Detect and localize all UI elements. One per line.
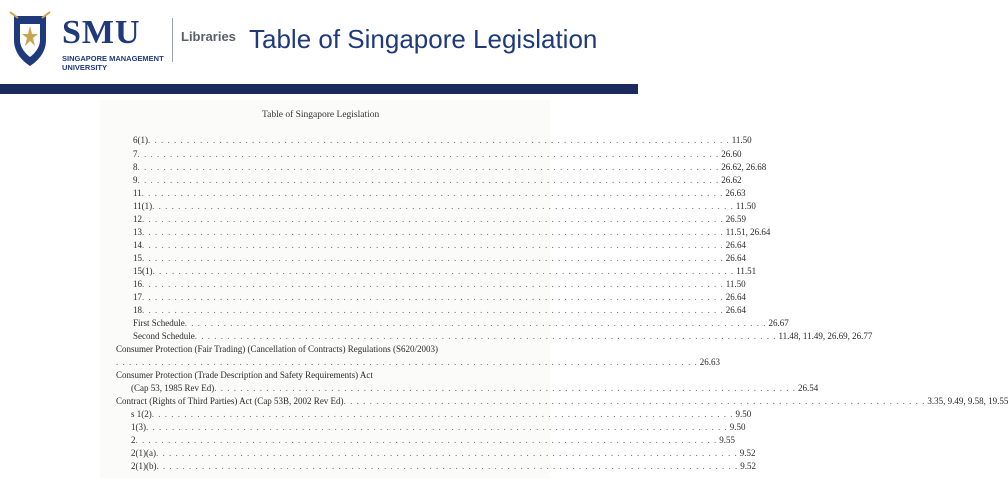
entry-reference: 26.62, 26.68 <box>721 162 767 172</box>
slide-title: Table of Singapore Legislation <box>249 24 598 54</box>
entry-label: (Cap 53, 1985 Rev Ed) <box>131 383 215 393</box>
legislation-entry <box>131 446 756 458</box>
entry-label: 17 <box>133 292 142 302</box>
legislation-entry <box>133 316 789 328</box>
leader-dots: . . . . . . . . . . . . . . . . . . . . . . . . . . . . . . . . . . . . . . . . . . . . . . . . . . . . . . . . . . . . . . . . . . . . . . . . . . . . . . . . . . . . . . . . . . <box>146 422 728 432</box>
legislation-entry <box>116 368 511 380</box>
entry-label: 6(1) <box>133 135 148 145</box>
legislation-entry <box>133 329 873 341</box>
leader-dots: . . . . . . . . . . . . . . . . . . . . . . . . . . . . . . . . . . . . . . . . . . . . . . . . . . . . . . . . . . . . . . . . . . . . . . . . . . . . . . . . . . . . . . . . . . <box>194 331 777 341</box>
scanned-page-title: Table of Singapore Legislation <box>262 110 380 120</box>
entry-label: Contract (Rights of Third Parties) Act (Cap 53B, 2002 Rev Ed) <box>116 396 344 406</box>
leader-dots: . . . . . . . . . . . . . . . . . . . . . . . . . . . . . . . . . . . . . . . . . . . . . . . . . . . . . . . . . . . . . . . . . . . . . . . . . . . . . . . . . . . . . . . . . . <box>137 162 720 172</box>
legislation-entry <box>131 459 756 471</box>
legislation-entry <box>133 133 752 145</box>
leader-dots: . . . . . . . . . . . . . . . . . . . . . . . . . . . . . . . . . . . . . . . . . . . . . . . . . . . . . . . . . . . . . . . . . . . . . . . . . . . . . . . . . . . . . . . . . . <box>135 435 718 445</box>
logo-wordmark: SMU <box>62 14 141 51</box>
legislation-entry <box>133 225 771 237</box>
legislation-entry <box>133 186 746 198</box>
legislation-entry <box>131 433 735 445</box>
legislation-entry <box>116 355 720 367</box>
leader-dots: . . . . . . . . . . . . . . . . . . . . . . . . . . . . . . . . . . . . . . . . . . . . . . . . . . . . . . . . . . . . . . . . . . . . . . . . . . . . . . . . . . . . . . . . . . <box>156 461 739 471</box>
entry-label: 1(3) <box>131 422 146 432</box>
leader-dots: . . . . . . . . . . . . . . . . . . . . . . . . . . . . . . . . . . . . . . . . . . . . . . . . . . . . . . . . . . . . . . . . . . . . . . . . . . . . . . . . . . . . . . . . . . <box>152 266 735 276</box>
entry-reference: 11.50 <box>735 201 756 211</box>
legislation-entry <box>133 173 742 185</box>
entry-reference: 9.52 <box>739 448 756 458</box>
entry-reference: 9.52 <box>740 461 756 471</box>
entry-label: 15(1) <box>133 266 153 276</box>
leader-dots: . . . . . . . . . . . . . . . . . . . . . . . . . . . . . . . . . . . . . . . . . . . . . . . . . . . . . . . . . . . . . . . . . . . . . . . . . . . . . . . . . . . . . . . . . . <box>137 175 720 185</box>
entry-reference: 26.59 <box>725 214 746 224</box>
leader-dots: . . . . . . . . . . . . . . . . . . . . . . . . . . . . . . . . . . . . . . . . . . . . . . . . . . . . . . . . . . . . . . . . . . . . . . . . . . . . . . . . . . . . . . . . . . <box>184 318 767 328</box>
entry-label: 9 <box>133 175 138 185</box>
entry-reference: 9.55 <box>719 435 735 445</box>
entry-label: 11(1) <box>133 201 153 211</box>
entry-reference: 3.35, 9.49, 9.58, 19.55 <box>927 396 1008 406</box>
leader-dots: . . . . . . . . . . . . . . . . . . . . . . . . . . . . . . . . . . . . . . . . . . . . . . . . . . . . . . . . . . . . . . . . . . . . . . . . . . . . . . . . . . . . . . . . . . <box>142 227 724 237</box>
leader-dots: . . . . . . . . . . . . . . . . . . . . . . . . . . . . . . . . . . . . . . . . . . . . . . . . . . . . . . . . . . . . . . . . . . . . . . . . . . . . . . . . . . . . . . . . . . <box>155 448 738 458</box>
legislation-entry <box>116 394 1008 406</box>
leader-dots: . . . . . . . . . . . . . . . . . . . . . . . . . . . . . . . . . . . . . . . . . . . . . . . . . . . . . . . . . . . . . . . . . . . . . . . . . . . . . . . . . . . . . . . . . . <box>142 305 724 315</box>
leader-dots: . . . . . . . . . . . . . . . . . . . . . . . . . . . . . . . . . . . . . . . . . . . . . . . . . . . . . . . . . . . . . . . . . . . . . . . . . . . . . . . . . . . . . . . . . . <box>151 409 734 419</box>
entry-reference: 26.63 <box>725 188 746 198</box>
entry-reference: 26.64 <box>725 305 746 315</box>
leader-dots: . . . . . . . . . . . . . . . . . . . . . . . . . . . . . . . . . . . . . . . . . . . . . . . . . . . . . . . . . . . . . . . . . . . . . . . . . . . . . . . . . . . . . . . . . . <box>142 279 724 289</box>
entry-label: 11 <box>133 188 142 198</box>
entry-label: 7 <box>133 149 138 159</box>
entry-reference: 11.51 <box>736 266 757 276</box>
entry-label: 2 <box>131 435 136 445</box>
legislation-entry <box>133 303 746 315</box>
entry-label: First Schedule <box>133 318 185 328</box>
legislation-entry <box>133 251 746 263</box>
leader-dots: . . . . . . . . . . . . . . . . . . . . . . . . . . . . . . . . . . . . . . . . . . . . . . . . . . . . . . . . . . . . . . . . . . . . . . . . . . . . . . . . . . . . . . . . . . <box>116 357 698 367</box>
entry-reference: 11.50 <box>725 279 746 289</box>
entry-label: 2(1)(b) <box>131 461 157 471</box>
entry-reference: 11.51, 26.64 <box>725 227 771 237</box>
entry-label: 12 <box>133 214 142 224</box>
entry-reference: 9.50 <box>735 409 752 419</box>
entry-label: Second Schedule <box>133 331 195 341</box>
legislation-entry <box>131 420 746 432</box>
entry-reference: 26.63 <box>699 357 720 367</box>
legislation-entry <box>131 381 819 393</box>
entry-reference: 26.54 <box>798 383 819 393</box>
legislation-entry <box>133 264 757 276</box>
entry-reference: 11.50 <box>731 135 752 145</box>
legislation-entry <box>133 160 767 172</box>
leader-dots: . . . . . . . . . . . . . . . . . . . . . . . . . . . . . . . . . . . . . . . . . . . . . . . . . . . . . . . . . . . . . . . . . . . . . . . . . . . . . . . . . . . . . . . . . . <box>137 149 720 159</box>
leader-dots: . . . . . . . . . . . . . . . . . . . . . . . . . . . . . . . . . . . . . . . . . . . . . . . . . . . . . . . . . . . . . . . . . . . . . . . . . . . . . . . . . . . . . . . . . . <box>142 292 724 302</box>
entry-reference: 26.64 <box>725 253 746 263</box>
entry-label: Consumer Protection (Fair Trading) (Cancellation of Contracts) Regulations (S620/2003) <box>116 344 438 354</box>
legislation-entry <box>133 277 746 289</box>
leader-dots: . . . . . . . . . . . . . . . . . . . . . . . . . . . . . . . . . . . . . . . . . . . . . . . . . . . . . . . . . . . . . . . . . . . . . . . . . . . . . . . . . . . . . . . . . . <box>142 253 724 263</box>
leader-dots: . . . . . . . . . . . . . . . . . . . . . . . . . . . . . . . . . . . . . . . . . . . . . . . . . . . . . . . . . . . . . . . . . . . . . . . . . . . . . . . . . . . . . . . . . . <box>214 383 796 393</box>
entry-label: 2(1)(a) <box>131 448 156 458</box>
entry-reference: 26.67 <box>768 318 789 328</box>
leader-dots: . . . . . . . . . . . . . . . . . . . . . . . . . . . . . . . . . . . . . . . . . . . . . . . . . . . . . . . . . . . . . . . . . . . . . . . . . . . . . . . . . . . . . . . . . . <box>142 240 724 250</box>
entry-reference: 11.48, 11.49, 26.69, 26.77 <box>778 331 873 341</box>
legislation-entry <box>133 290 746 302</box>
entry-reference: 26.62 <box>721 175 742 185</box>
legislation-entry <box>133 199 756 211</box>
logo-subtitle: SINGAPORE MANAGEMENT UNIVERSITY <box>62 54 164 72</box>
leader-dots: . . . . . . . . . . . . . . . . . . . . . . . . . . . . . . . . . . . . . . . . . . . . . . . . . . . . . . . . . . . . . . . . . . . . . . . . . . . . . . . . . . . . . . . . . . <box>148 135 730 145</box>
entry-label: 13 <box>133 227 142 237</box>
entry-reference: 26.60 <box>721 149 742 159</box>
entry-label: s 1(2) <box>131 409 152 419</box>
entry-label: 15 <box>133 253 142 263</box>
leader-dots: . . . . . . . . . . . . . . . . . . . . . . . . . . . . . . . . . . . . . . . . . . . . . . . . . . . . . . . . . . . . . . . . . . . . . . . . . . . . . . . . . . . . . . . . . . <box>141 188 724 198</box>
legislation-entry <box>116 342 511 354</box>
entry-label: 14 <box>133 240 142 250</box>
legislation-entry <box>131 407 752 419</box>
legislation-entry <box>133 238 746 250</box>
entry-reference: 9.50 <box>729 422 746 432</box>
leader-dots: . . . . . . . . . . . . . . . . . . . . . . . . . . . . . . . . . . . . . . . . . . . . . . . . . . . . . . . . . . . . . . . . . . . . . . . . . . . . . . . . . . . . . . . . . . <box>152 201 734 211</box>
legislation-entry <box>133 147 742 159</box>
leader-dots: . . . . . . . . . . . . . . . . . . . . . . . . . . . . . . . . . . . . . . . . . . . . . . . . . . . . . . . . . . . . . . . . . . . . . . . . . . . . . . . . . . . . . . . . . . <box>343 396 926 406</box>
entry-reference: 26.64 <box>725 240 746 250</box>
leader-dots: . . . . . . . . . . . . . . . . . . . . . . . . . . . . . . . . . . . . . . . . . . . . . . . . . . . . . . . . . . . . . . . . . . . . . . . . . . . . . . . . . . . . . . . . . . <box>142 214 724 224</box>
entry-reference: 26.64 <box>725 292 746 302</box>
entry-label: 18 <box>133 305 142 315</box>
legislation-entry <box>133 212 746 224</box>
entry-label: 8 <box>133 162 138 172</box>
entry-label: Consumer Protection (Trade Description and Safety Requirements) Act <box>116 370 373 380</box>
entry-label: 16 <box>133 279 142 289</box>
libraries-label: Libraries <box>181 29 236 44</box>
